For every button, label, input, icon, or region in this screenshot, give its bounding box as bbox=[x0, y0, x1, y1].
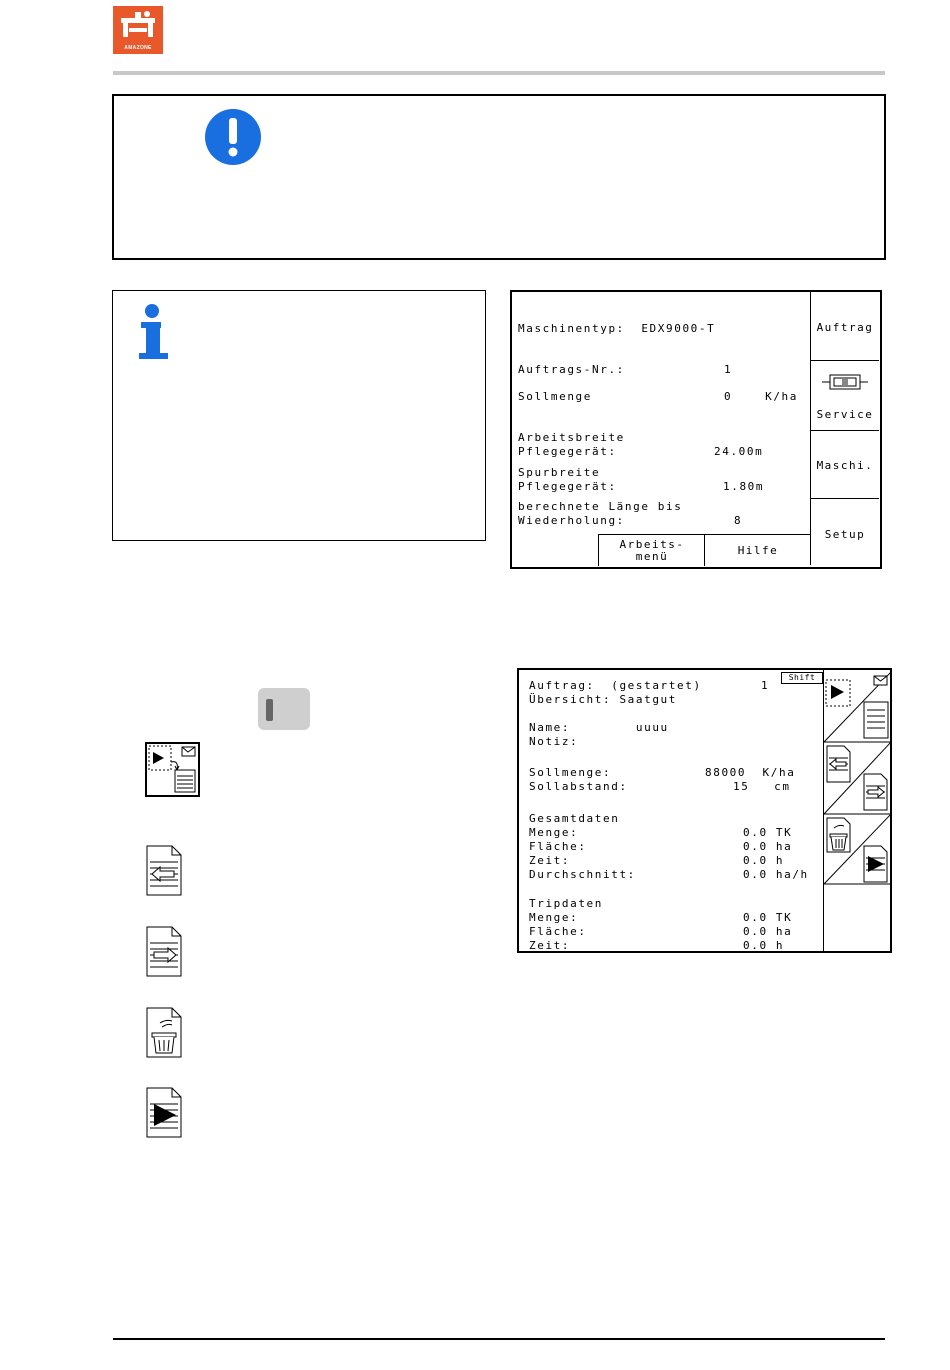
hilfe-button[interactable] bbox=[704, 534, 811, 566]
export-job-icon bbox=[146, 926, 182, 977]
screen2-value: 0.0 TK bbox=[743, 826, 793, 839]
service-tool-icon bbox=[822, 373, 868, 391]
screen1-row: Wiederholung: bbox=[518, 514, 625, 527]
softkey-column bbox=[810, 292, 879, 565]
hilfe-label: Hilfe bbox=[737, 544, 779, 557]
screen2-row: Notiz: bbox=[529, 735, 579, 748]
start-job-icon bbox=[145, 742, 200, 797]
screen1-row: Maschinentyp: EDX9000-T bbox=[518, 322, 716, 335]
screen1-value: 8 bbox=[734, 514, 743, 527]
softkey-auftrag[interactable]: Auftrag bbox=[816, 321, 874, 334]
logo-text: AMAZONE bbox=[124, 45, 152, 51]
screen1-row: Arbeitsbreite bbox=[518, 431, 625, 444]
screen1-row: Spurbreite bbox=[518, 466, 601, 479]
info-icon bbox=[136, 303, 170, 361]
screen1-row: Pflegegerät: bbox=[518, 480, 617, 493]
delete-job-icon bbox=[146, 1007, 182, 1058]
softkey-service[interactable]: Service bbox=[816, 408, 874, 421]
header-rule bbox=[113, 71, 885, 75]
play-job-icon bbox=[146, 1087, 182, 1138]
screen1-row: Pflegegerät: bbox=[518, 445, 617, 458]
screen2-row: Name: uuuu bbox=[529, 721, 669, 734]
shift-indicator: Shift bbox=[781, 672, 823, 684]
arbeitsmenu-label-2: menü bbox=[635, 550, 669, 563]
screen2-row: Sollmenge: bbox=[529, 766, 612, 779]
screen2-row: Zeit: bbox=[529, 854, 571, 867]
terminal-screen-job-menu bbox=[510, 290, 882, 569]
footer-rule bbox=[113, 1338, 885, 1340]
softkey-setup[interactable]: Setup bbox=[824, 528, 866, 541]
screen2-value: 15 cm bbox=[733, 780, 791, 793]
screen2-row: Zeit: bbox=[529, 939, 571, 951]
arbeitsmenu-label-1: Arbeits- bbox=[619, 538, 685, 551]
import-job-icon bbox=[146, 845, 182, 896]
terminal-screen-job-overview bbox=[517, 668, 892, 953]
screen2-value: 0.0 ha bbox=[743, 840, 793, 853]
screen2-softkey-column bbox=[823, 670, 891, 951]
screen1-value: 24.00m bbox=[714, 445, 764, 458]
screen1-row: berechnete Länge bis bbox=[518, 500, 683, 513]
amazone-logo bbox=[113, 6, 163, 54]
key-icon bbox=[258, 688, 310, 730]
arbeitsmenu-button[interactable] bbox=[598, 534, 705, 566]
screen2-value: 0.0 ha/h bbox=[743, 868, 809, 881]
screen1-value: 1 bbox=[724, 363, 733, 376]
screen2-row: Sollabstand: bbox=[529, 780, 628, 793]
screen2-row: Gesamtdaten bbox=[529, 812, 620, 825]
screen2-row: Durchschnitt: bbox=[529, 868, 636, 881]
screen1-row: Sollmenge bbox=[518, 390, 593, 403]
screen1-value: 1.80m bbox=[723, 480, 765, 493]
tractor-logo-icon bbox=[113, 6, 163, 46]
screen2-value: 0.0 h bbox=[743, 939, 785, 951]
screen2-row: Tripdaten bbox=[529, 897, 604, 910]
screen2-row: Fläche: bbox=[529, 925, 587, 938]
screen2-row: Auftrag: (gestartet) bbox=[529, 679, 702, 692]
screen2-value: 88000 K/ha bbox=[705, 766, 796, 779]
screen2-row: Fläche: bbox=[529, 840, 587, 853]
screen1-row: Auftrags-Nr.: bbox=[518, 363, 625, 376]
screen2-value: 0.0 ha bbox=[743, 925, 793, 938]
screen2-value: 0.0 TK bbox=[743, 911, 793, 924]
warning-icon bbox=[204, 108, 262, 166]
screen2-value: 0.0 h bbox=[743, 854, 785, 867]
screen1-value: 0 K/ha bbox=[724, 390, 799, 403]
screen2-row: Übersicht: Saatgut bbox=[529, 693, 678, 706]
screen2-row: Menge: bbox=[529, 911, 579, 924]
softkey-maschi[interactable]: Maschi. bbox=[816, 459, 874, 472]
screen2-row: Menge: bbox=[529, 826, 579, 839]
screen2-value: 1 bbox=[761, 679, 770, 692]
